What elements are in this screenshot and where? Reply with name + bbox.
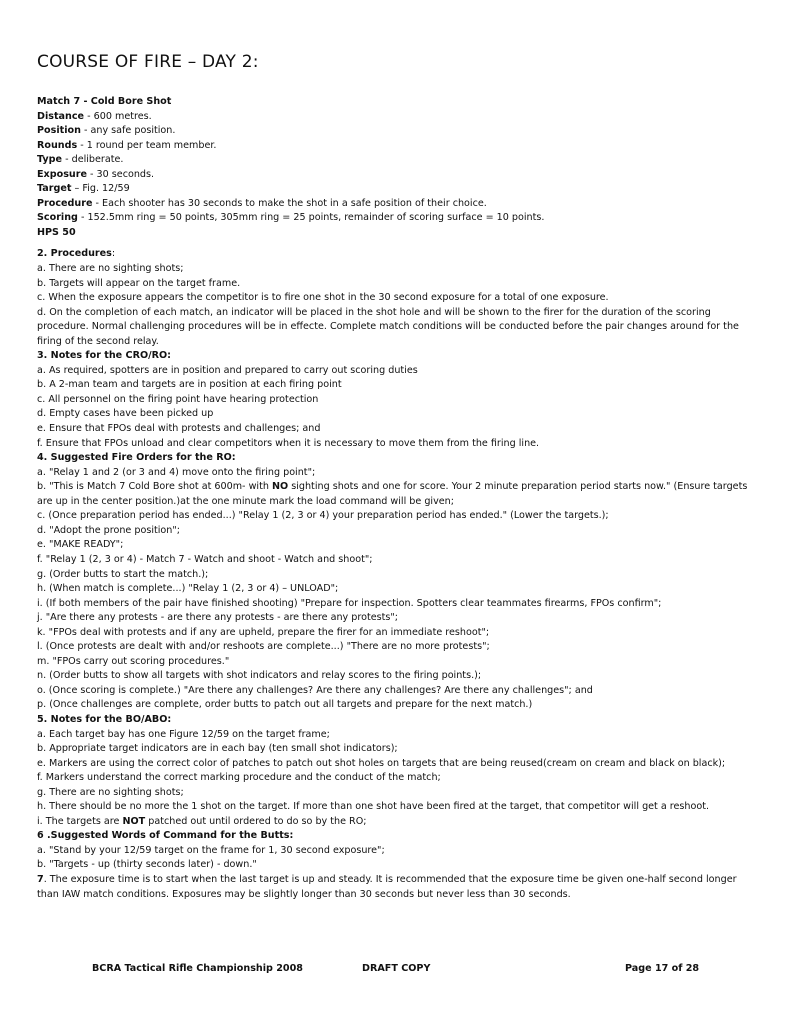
cro-notes-section: [37, 349, 753, 451]
list-item: b. "This is Match 7 Cold Bore shot at 600m- with NO sighting shots and one for score. Your 2 minute preparation period starts now." (Ensure targets are up in the center position.)at the one minute mark the load command will be given;: [37, 481, 748, 507]
hps-line: HPS 50: [37, 226, 76, 238]
footer-draft-label: DRAFT COPY: [362, 963, 431, 974]
list-item: i. (If both members of the pair have finished shooting) "Prepare for inspection. Spotters clear teammates firearms, FPOs confirm";: [37, 597, 662, 609]
list-item: e. Markers are using the correct color of patches to patch out shot holes on targets that are being reused(cream on cream and black on black);: [37, 757, 726, 769]
section-heading: 4. Suggested Fire Orders for the RO:: [37, 452, 236, 464]
list-item: g. (Order butts to start the match.);: [37, 568, 209, 580]
position-line: Position - any safe position.: [37, 125, 176, 137]
bo-notes-section: [37, 713, 753, 829]
list-item: d. On the completion of each match, an indicator will be placed in the shot hole and will be shown to the firer for the duration of the scoring procedure. Normal challenging procedures will be in effecte. Complete match conditions will be conducted before the pair changes around for the firing of the second relay.: [37, 306, 739, 347]
list-item: a. Each target bay has one Figure 12/59 on the target frame;: [37, 728, 330, 740]
rounds-line: Rounds - 1 round per team member.: [37, 139, 217, 151]
fire-orders-section: [37, 451, 753, 713]
list-item: b. "Targets - up (thirty seconds later) - down.": [37, 859, 257, 871]
list-item: f. Ensure that FPOs unload and clear competitors when it is necessary to move them from the firing line.: [37, 437, 540, 449]
list-item: a. "Relay 1 and 2 (or 3 and 4) move onto the firing point";: [37, 466, 316, 478]
list-item: b. Targets will appear on the target frame.: [37, 277, 241, 289]
list-item: a. "Stand by your 12/59 target on the frame for 1, 30 second exposure";: [37, 844, 385, 856]
list-item: o. (Once scoring is complete.) "Are there any challenges? Are there any challenges? Are there any challenges"; and: [37, 684, 593, 696]
section-heading: 5. Notes for the BO/ABO:: [37, 713, 172, 725]
list-item: c. (Once preparation period has ended...) "Relay 1 (2, 3 or 4) your preparation period has ended." (Lower the targets.);: [37, 510, 609, 522]
list-item: g. There are no sighting shots;: [37, 786, 184, 798]
target-line: Target – Fig. 12/59: [37, 183, 130, 195]
list-item: e. Ensure that FPOs deal with protests and challenges; and: [37, 423, 321, 435]
procedures-section: [37, 247, 753, 349]
list-item: e. "MAKE READY";: [37, 539, 124, 551]
list-item: l. (Once protests are dealt with and/or reshoots are complete...) "There are no more protests";: [37, 641, 490, 653]
list-item: j. "Are there any protests - are there any protests - are there any protests";: [37, 612, 399, 624]
match-heading: Match 7 - Cold Bore Shot: [37, 96, 172, 107]
document-body: [37, 95, 753, 902]
list-item: b. Appropriate target indicators are in each bay (ten small shot indicators);: [37, 743, 398, 755]
exposure-line: Exposure - 30 seconds.: [37, 168, 155, 180]
list-item: a. There are no sighting shots;: [37, 263, 184, 275]
section-heading: 6 .Suggested Words of Command for the Butts:: [37, 830, 294, 842]
list-item: m. "FPOs carry out scoring procedures.": [37, 655, 230, 667]
list-item: d. "Adopt the prone position";: [37, 524, 181, 536]
section-heading: 2. Procedures:: [37, 248, 116, 260]
page-title: COURSE OF FIRE – DAY 2:: [37, 52, 259, 72]
list-item: d. Empty cases have been picked up: [37, 408, 214, 420]
list-item: b. A 2-man team and targets are in position at each firing point: [37, 379, 342, 391]
footer-page-number: Page 17 of 28: [625, 963, 700, 974]
footer-title: BCRA Tactical Rifle Championship 2008: [92, 963, 303, 974]
list-item: p. (Once challenges are complete, order butts to patch out all targets and prepare for the next match.): [37, 699, 533, 711]
scoring-line: Scoring - 152.5mm ring = 50 points, 305mm ring = 25 points, remainder of scoring surface = 10 points.: [37, 212, 545, 224]
list-item: h. There should be no more the 1 shot on the target. If more than one shot have been fired at the target, that competitor will get a reshoot.: [37, 801, 710, 813]
type-line: Type - deliberate.: [37, 154, 124, 166]
list-item: i. The targets are NOT patched out until ordered to do so by the RO;: [37, 815, 367, 827]
list-item: f. "Relay 1 (2, 3 or 4) - Match 7 - Watch and shoot - Watch and shoot";: [37, 553, 373, 565]
list-item: h. (When match is complete...) "Relay 1 (2, 3 or 4) – UNLOAD";: [37, 583, 339, 595]
procedure-line: Procedure - Each shooter has 30 seconds to make the shot in a safe position of their choice.: [37, 197, 487, 209]
list-item: c. All personnel on the firing point have hearing protection: [37, 393, 319, 405]
match-7-section: [37, 95, 753, 240]
list-item: n. (Order butts to show all targets with shot indicators and relay scores to the firing points.);: [37, 670, 482, 682]
list-item: 7. The exposure time is to start when the last target is up and steady. It is recommended that the exposure time be given one-half second longer than IAW match conditions. Exposures may be slightly longer than 30 seconds but never less than 30 seconds.: [37, 873, 737, 900]
list-item: a. As required, spotters are in position and prepared to carry out scoring duties: [37, 364, 418, 376]
list-item: c. When the exposure appears the competitor is to fire one shot in the 30 second exposure for a total of one exposure.: [37, 292, 609, 304]
list-item: k. "FPOs deal with protests and if any are upheld, prepare the firer for an immediate reshoot";: [37, 626, 490, 638]
butts-words-section: [37, 829, 753, 902]
section-heading: 3. Notes for the CRO/RO:: [37, 350, 171, 362]
list-item: f. Markers understand the correct marking procedure and the conduct of the match;: [37, 772, 441, 784]
distance-line: Distance - 600 metres.: [37, 110, 152, 122]
